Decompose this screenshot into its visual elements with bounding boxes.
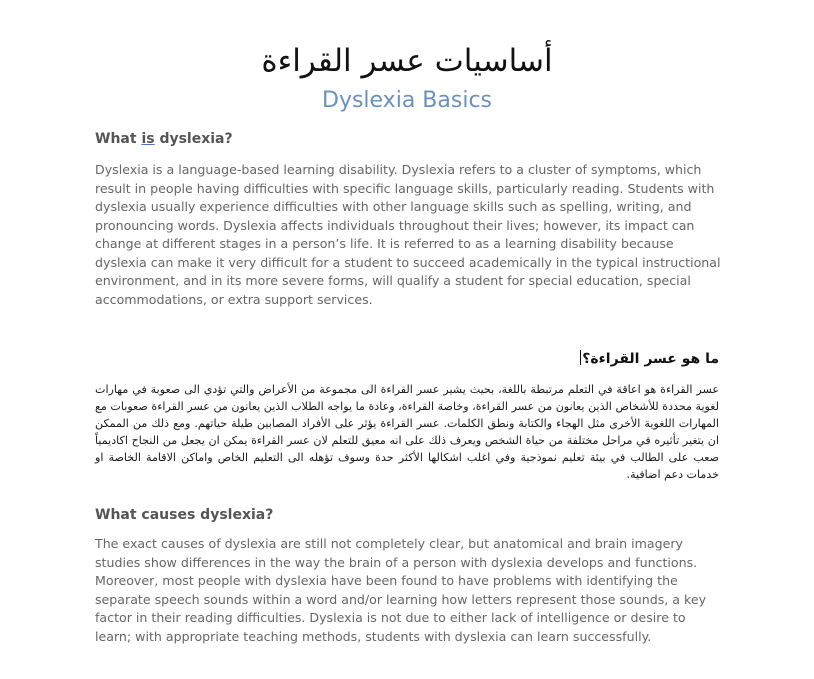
paragraph-arabic: عسر القراءة هو اعاقة في التعلم مرتبطة باللغة، بحيث يشير عسر القراءة الى مجموعة من الأعراض والتي تؤدي الى صعوبة في مهارات لغوية محددة للأشخاص الذين يعانون من عسر القراءة، وخاصة القراءة، وعادة ما يواجه الطلاب الذين يعانون من عسر القراءة صعوبات مع المهارات اللغوية الأخرى مثل الهجاء والكتابة ونطق الكلمات. عسر القراءة يؤثر على الأفراد المصابين طيلة حياتهم. ومع ذلك من الممكن ان يتغير تأثيره في مراحل مختلفة من حياة الشخص ويعرف ذلك على انه معيق للتعلم لان عسر القراءة يمكن ان يجعل من النجاح اكاديمياً صعب على الطالب في بيئة تعليم نموذجية وفي اغلب اشكالها الأكثر حدة وسوف تؤهله الى التعليم الخاص واماكن الاقامة الخاصة او خدمات دعم اضافية. <box>95 383 719 481</box>
heading-part: What <box>95 131 142 147</box>
heading-arabic-text: ما هو عسر القراءة؟ <box>582 351 719 367</box>
spellcheck-underlined-word: is <box>141 131 155 147</box>
title-arabic: أساسيات عسر القراءة <box>261 43 553 79</box>
heading-part: dyslexia? <box>154 131 233 147</box>
paragraph-what-causes-dyslexia: The exact causes of dyslexia are still not completely clear, but anatomical and brain imagery studies show differences in the way the brain of a person with dyslexia develops and functions. Moreover, most people with dyslexia have been found to have problems with identifying the separate speech sounds within a word and/or learning how letters represent those sounds, a key factor in their reading difficulties. Dyslexia is not due to either lack of intelligence or desire to learn; with appropriate teaching methods, students with dyslexia can learn successfully. <box>95 536 707 644</box>
heading-arabic <box>319 348 719 370</box>
paragraph-what-is-dyslexia: Dyslexia is a language-based learning disability. Dyslexia refers to a cluster of symptoms, which result in people having difficulties with specific language skills, particularly reading. Students with dyslexia usually experience difficulties with other language skills such as spelling, writing, and pronouncing words. Dyslexia affects individuals throughout their lives; however, its impact can change at different stages in a person’s life. It is referred to as a learning disability because dyslexia can make it very difficult for a student to succeed academically in the typical instructional environment, and in its more severe forms, will qualify a student for special education, special accommodations, or extra support services. <box>95 162 721 307</box>
heading-what-is-dyslexia <box>95 129 233 149</box>
heading-what-causes-dyslexia: What causes dyslexia? <box>95 507 274 523</box>
title-english: Dyslexia Basics <box>322 88 492 113</box>
